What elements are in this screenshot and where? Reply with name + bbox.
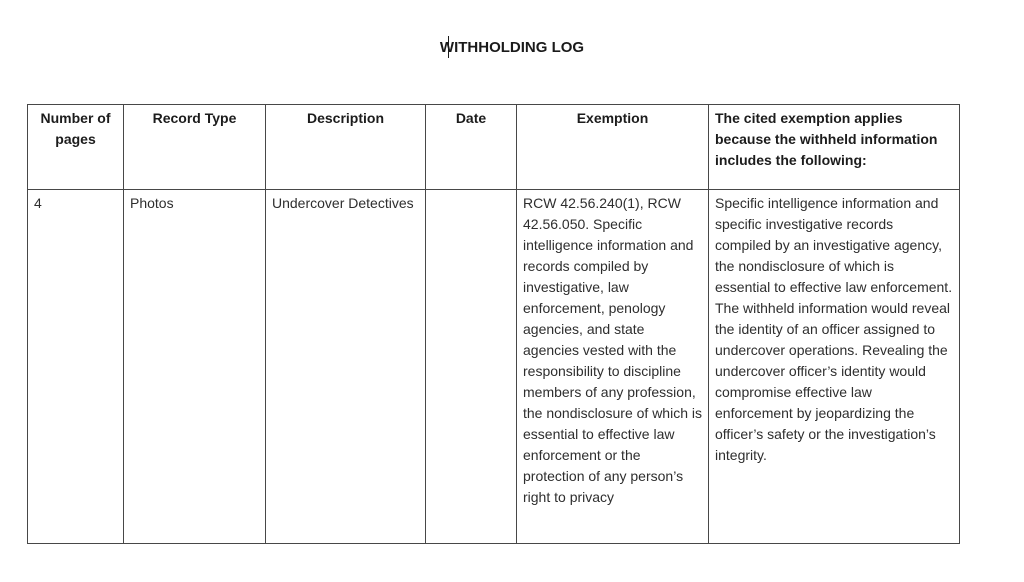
cell-date[interactable] xyxy=(426,190,517,544)
cell-record-type[interactable]: Photos xyxy=(124,190,266,544)
table-header-row xyxy=(28,105,960,190)
header-cell-record-type[interactable]: Record Type xyxy=(124,105,266,190)
table-row xyxy=(28,190,960,544)
withholding-log-table xyxy=(27,104,960,544)
cell-applies-because[interactable]: Specific intelligence information and specific investigative records compiled by an investigative agency, the nondisclosure of which is essential to effective law enforcement. The withheld information would reveal the identity of an officer assigned to undercover operations. Revealing the undercover officer’s identity would compromise effective law enforcement by jeopardizing the officer’s safety or the investigation’s integrity. xyxy=(709,190,960,544)
header-cell-description[interactable]: Description xyxy=(266,105,426,190)
header-cell-applies-because[interactable]: The cited exemption applies because the withheld information includes the following: xyxy=(709,105,960,190)
cell-exemption[interactable]: RCW 42.56.240(1), RCW 42.56.050. Specific intelligence information and records compiled by investigative, law enforcement, penology agencies, and state agencies vested with the responsibility to discipline members of any profession, the nondisclosure of which is essential to effective law enforcement or the protection of any person’s right to privacy xyxy=(517,190,709,544)
header-cell-number-of-pages[interactable]: Number of pages xyxy=(28,105,124,190)
cell-number-of-pages[interactable]: 4 xyxy=(28,190,124,544)
cell-description[interactable]: Undercover Detectives xyxy=(266,190,426,544)
header-cell-date[interactable]: Date xyxy=(426,105,517,190)
header-cell-exemption[interactable]: Exemption xyxy=(517,105,709,190)
document-title[interactable]: WITHHOLDING LOG xyxy=(439,39,585,56)
